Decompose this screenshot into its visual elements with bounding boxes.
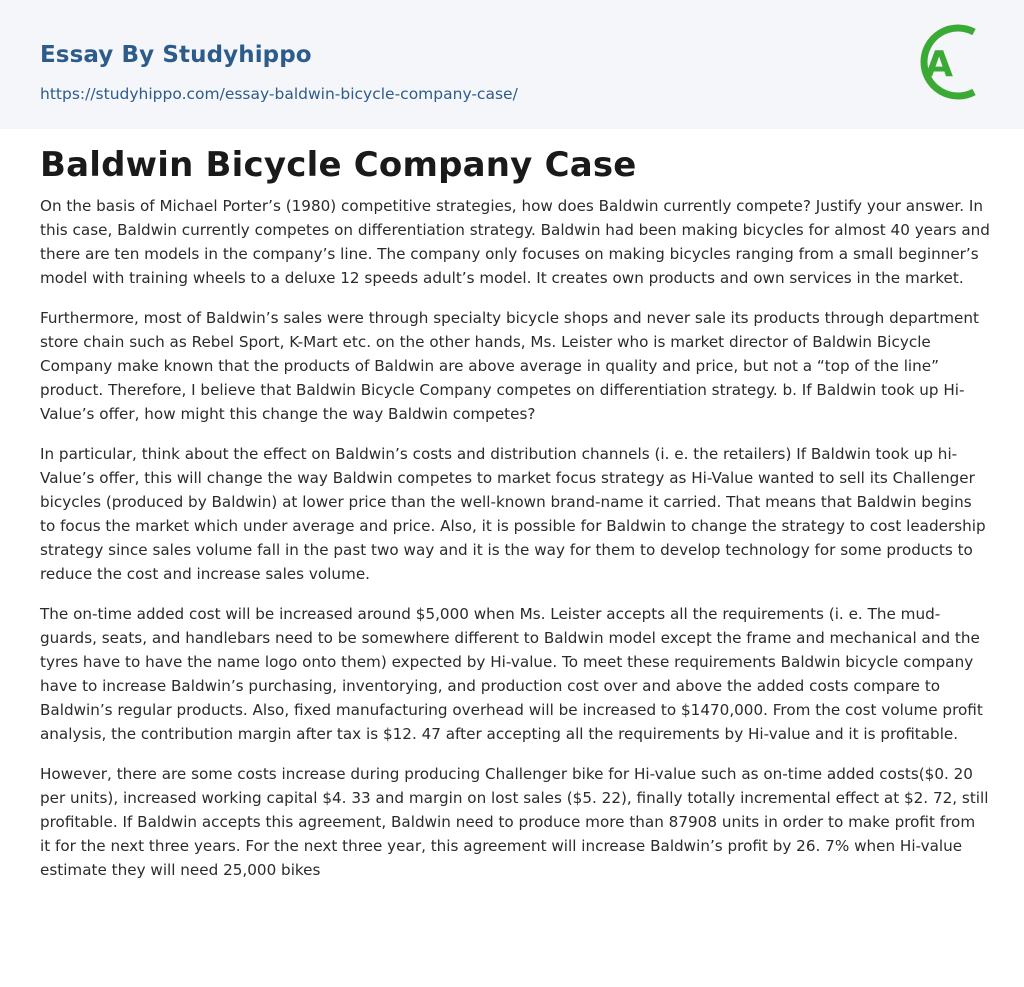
- article-url-link[interactable]: https://studyhippo.com/essay-baldwin-bicycle-company-case/: [40, 85, 518, 103]
- article-paragraph: However, there are some costs increase during producing Challenger bike for Hi-value such as on-time added costs($0. 20 per units), increased working capital $4. 33 and margin on lost sales ($5. 22), finally totally incremental effect at $2. 72, still profitable. If Baldwin accepts this agreement, Baldwin need to produce more than 87908 units in order to make profit from it for the next three years. For the next three year, this agreement will increase Baldwin’s profit by 26. 7% when Hi-value estimate they will need 25,000 bikes: [40, 765, 989, 879]
- article-body: [40, 194, 990, 898]
- article-title: Baldwin Bicycle Company Case: [40, 145, 637, 185]
- article-paragraph: Furthermore, most of Baldwin’s sales were through specialty bicycle shops and never sale its products through department store chain such as Rebel Sport, K-Mart etc. on the other hands, Ms. Leister who is market director of Baldwin Bicycle Company make known that the products of Baldwin are above average in quality and price, but not a “top of the line” product. Therefore, I believe that Baldwin Bicycle Company competes on differentiation strategy. b. If Baldwin took up Hi-Value’s offer, how might this change the way Baldwin competes?: [40, 309, 979, 423]
- article-paragraph: The on-time added cost will be increased around $5,000 when Ms. Leister accepts all the requirements (i. e. The mud-guards, seats, and handlebars need to be somewhere different to Baldwin model except the frame and mechanical and the tyres have to have the name logo onto them) expected by Hi-value. To meet these requirements Baldwin bicycle company have to increase Baldwin’s purchasing, inventorying, and production cost over and above the added costs compare to Baldwin’s regular products. Also, fixed manufacturing overhead will be increased to $1470,000. From the cost volume profit analysis, the contribution margin after tax is $12. 47 after accepting all the requirements by Hi-value and it is profitable.: [40, 605, 983, 743]
- page-header: [0, 0, 1024, 129]
- article-paragraph: In particular, think about the effect on Baldwin’s costs and distribution channels (i. e. the retailers) If Baldwin took up hi-Value’s offer, this will change the way Baldwin competes to market focus strategy as Hi-Value wanted to sell its Challenger bicycles (produced by Baldwin) at lower price than the well-known brand-name it carried. That means that Baldwin begins to focus the market which under average and price. Also, it is possible for Baldwin to change the strategy to cost leadership strategy since sales volume fall in the past two way and it is the way for them to develop technology for some products to reduce the cost and increase sales volume.: [40, 445, 986, 583]
- logo-letter: A: [925, 44, 953, 85]
- site-brand[interactable]: Essay By Studyhippo: [40, 42, 312, 68]
- studyhippo-logo-icon[interactable]: [912, 18, 988, 106]
- article-paragraph: On the basis of Michael Porter’s (1980) competitive strategies, how does Baldwin currently compete? Justify your answer. In this case, Baldwin currently competes on differentiation strategy. Baldwin had been making bicycles for almost 40 years and there are ten models in the company’s line. The company only focuses on making bicycles ranging from a small beginner’s model with training wheels to a deluxe 12 speeds adult’s model. It creates own products and own services in the market.: [40, 197, 990, 287]
